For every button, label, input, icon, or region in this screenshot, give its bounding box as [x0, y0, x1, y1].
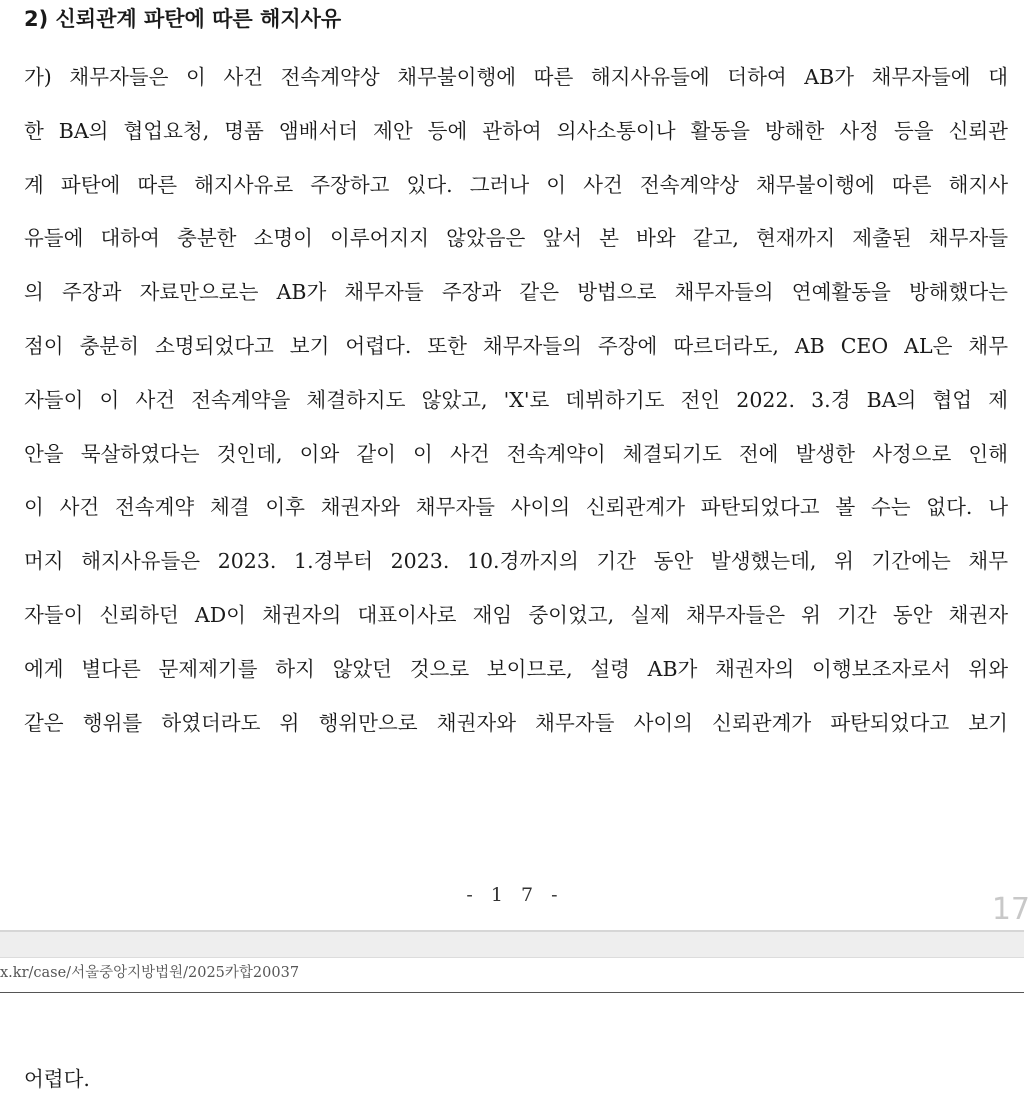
body-line: 가) 채무자들은 이 사건 전속계약상 채무불이행에 따른 해지사유들에 더하여 AB가 채무자들에 대	[24, 65, 1008, 89]
body-line: 유들에 대하여 충분한 소명이 이루어지지 않았음은 앞서 본 바와 같고, 현재까지 제출된 채무자들	[24, 226, 1008, 251]
section-heading: 2) 신뢰관계 파탄에 따른 해지사유	[24, 7, 342, 31]
body-line: 에게 별다른 문제제기를 하지 않았던 것으로 보이므로, 설령 AB가 채권자의 이행보조자로서 위와	[24, 656, 1008, 681]
page-counter: 17	[991, 892, 1030, 927]
body-line: 계 파탄에 따른 해지사유로 주장하고 있다. 그러나 이 사건 전속계약상 채무불이행에 따른 해지사	[24, 172, 1008, 197]
body-line: 의 주장과 자료만으로는 AB가 채무자들 주장과 같은 방법으로 채무자들의 연예활동을 방해했다는	[24, 280, 1008, 305]
body-line: 자들이 이 사건 전속계약을 체결하지도 않았고, 'X'로 데뷔하기도 전인 2022. 3.경 BA의 협업 제	[24, 387, 1008, 412]
body-line: 같은 행위를 하였더라도 위 행위만으로 채권자와 채무자들 사이의 신뢰관계가 파탄되었다고 보기	[24, 710, 1008, 735]
footer-divider	[0, 992, 1024, 993]
body-line: 이 사건 전속계약 체결 이후 채권자와 채무자들 사이의 신뢰관계가 파탄되었다고 볼 수는 없다. 나	[24, 495, 1008, 520]
body-text	[24, 57, 1008, 756]
body-line: 한 BA의 협업요청, 명품 앰배서더 제안 등에 관하여 의사소통이나 활동을 방해한 사정 등을 신뢰관	[24, 118, 1008, 143]
body-line: 자들이 신뢰하던 AD이 채권자의 대표이사로 재임 중이었고, 실제 채무자들은 위 기간 동안 채권자	[24, 602, 1008, 627]
body-line: 점이 충분히 소명되었다고 보기 어렵다. 또한 채무자들의 주장에 따르더라도, AB CEO AL은 채무	[24, 333, 1008, 358]
page-separator	[0, 930, 1024, 958]
body-line: 머지 해지사유들은 2023. 1.경부터 2023. 10.경까지의 기간 동안 발생했는데, 위 기간에는 채무	[24, 549, 1008, 574]
body-line: 안을 묵살하였다는 것인데, 이와 같이 이 사건 전속계약이 체결되기도 전에 발생한 사정으로 인해	[24, 441, 1008, 466]
source-url-link[interactable]: x.kr/case/서울중앙지방법원/2025카합20037	[0, 965, 300, 981]
page-number: - 1 7 -	[466, 884, 564, 906]
next-page-text: 어렵다.	[24, 1067, 90, 1091]
